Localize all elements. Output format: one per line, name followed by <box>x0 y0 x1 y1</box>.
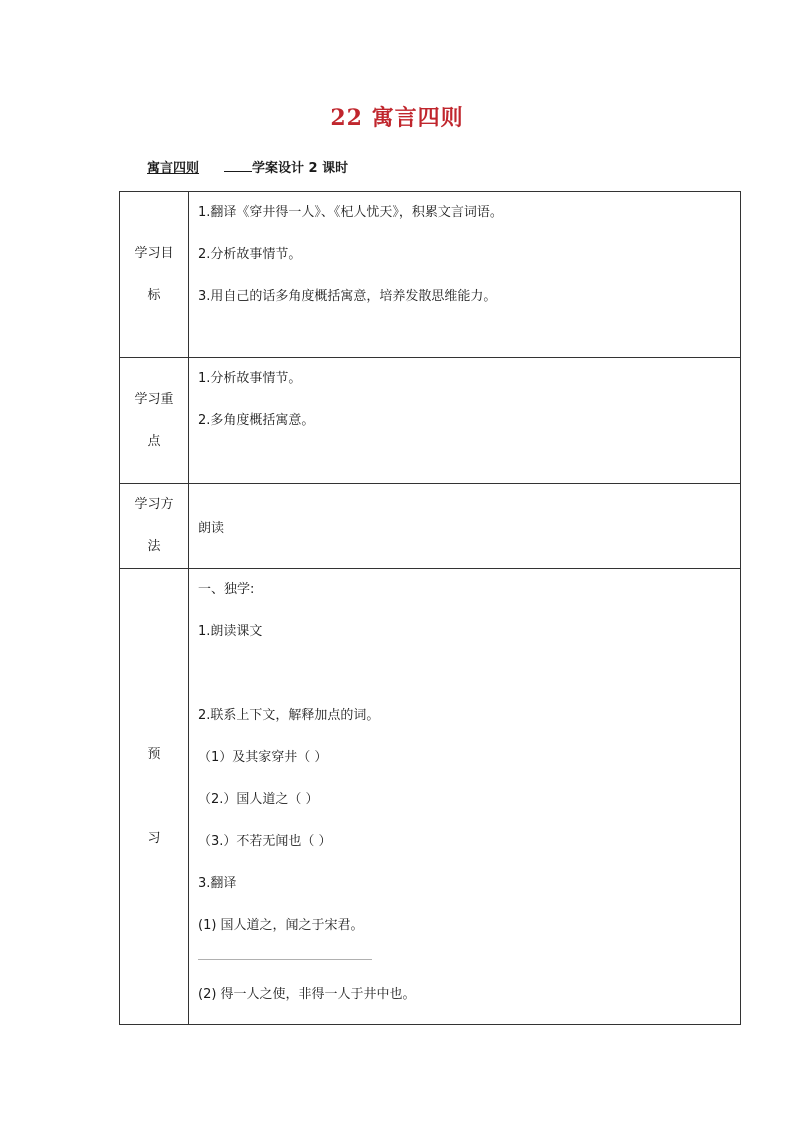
preview-row <box>120 569 741 1025</box>
goals-content-cell <box>189 192 741 358</box>
translate-item: (2) 得一人之使，非得一人于井中也。 <box>198 987 416 1002</box>
method-label: 学习方 法 <box>134 497 174 554</box>
goals-label-cell <box>120 192 189 358</box>
preview-label-cell <box>120 569 189 1025</box>
focus-label: 学习重 点 <box>134 391 174 449</box>
goals-row <box>120 192 741 358</box>
goals-label: 学习目 标 <box>134 245 174 303</box>
focus-item: 1.分析故事情节。 <box>198 371 302 386</box>
goal-item: 1.翻译《穿井得一人》、《杞人忧天》，积累文言词语。 <box>198 205 503 220</box>
method-content-cell <box>189 484 741 569</box>
goal-item: 2.分析故事情节。 <box>198 247 302 262</box>
preview-step-translate: 3.翻译 <box>198 876 237 891</box>
lesson-subtitle <box>127 157 348 176</box>
preview-label: 预 习 <box>147 746 161 846</box>
preview-heading: 一、独学: <box>198 582 255 597</box>
preview-step-explain: 2.联系上下文，解释加点的词。 <box>198 708 380 723</box>
focus-label-cell <box>120 358 189 484</box>
method-row <box>120 484 741 569</box>
preview-question: （3.）不若无闻也（ ） <box>198 834 332 849</box>
preview-spacer <box>198 661 740 703</box>
method-value: 朗读 <box>198 520 225 536</box>
preview-step-read: 1.朗读课文 <box>198 624 263 639</box>
document-title: 22 寓言四则 <box>330 105 464 131</box>
fill-blank <box>224 159 252 172</box>
lesson-name: 寓言四则 <box>147 161 200 176</box>
focus-item: 2.多角度概括寓意。 <box>198 413 315 428</box>
preview-content-cell <box>189 569 741 1025</box>
study-plan-table <box>119 191 741 1025</box>
goal-item: 3.用自己的话多角度概括寓意，培养发散思维能力。 <box>198 289 497 304</box>
method-label-cell <box>120 484 189 569</box>
translate-item: (1) 国人道之，闻之于宋君。 <box>198 918 364 933</box>
focus-row <box>120 358 741 484</box>
lesson-design-text: 学案设计 2 课时 <box>252 161 349 176</box>
preview-question: （1）及其家穿井（ ） <box>198 750 328 765</box>
preview-question: （2.）国人道之（ ） <box>198 792 319 807</box>
answer-line <box>198 959 372 960</box>
focus-content-cell <box>189 358 741 484</box>
